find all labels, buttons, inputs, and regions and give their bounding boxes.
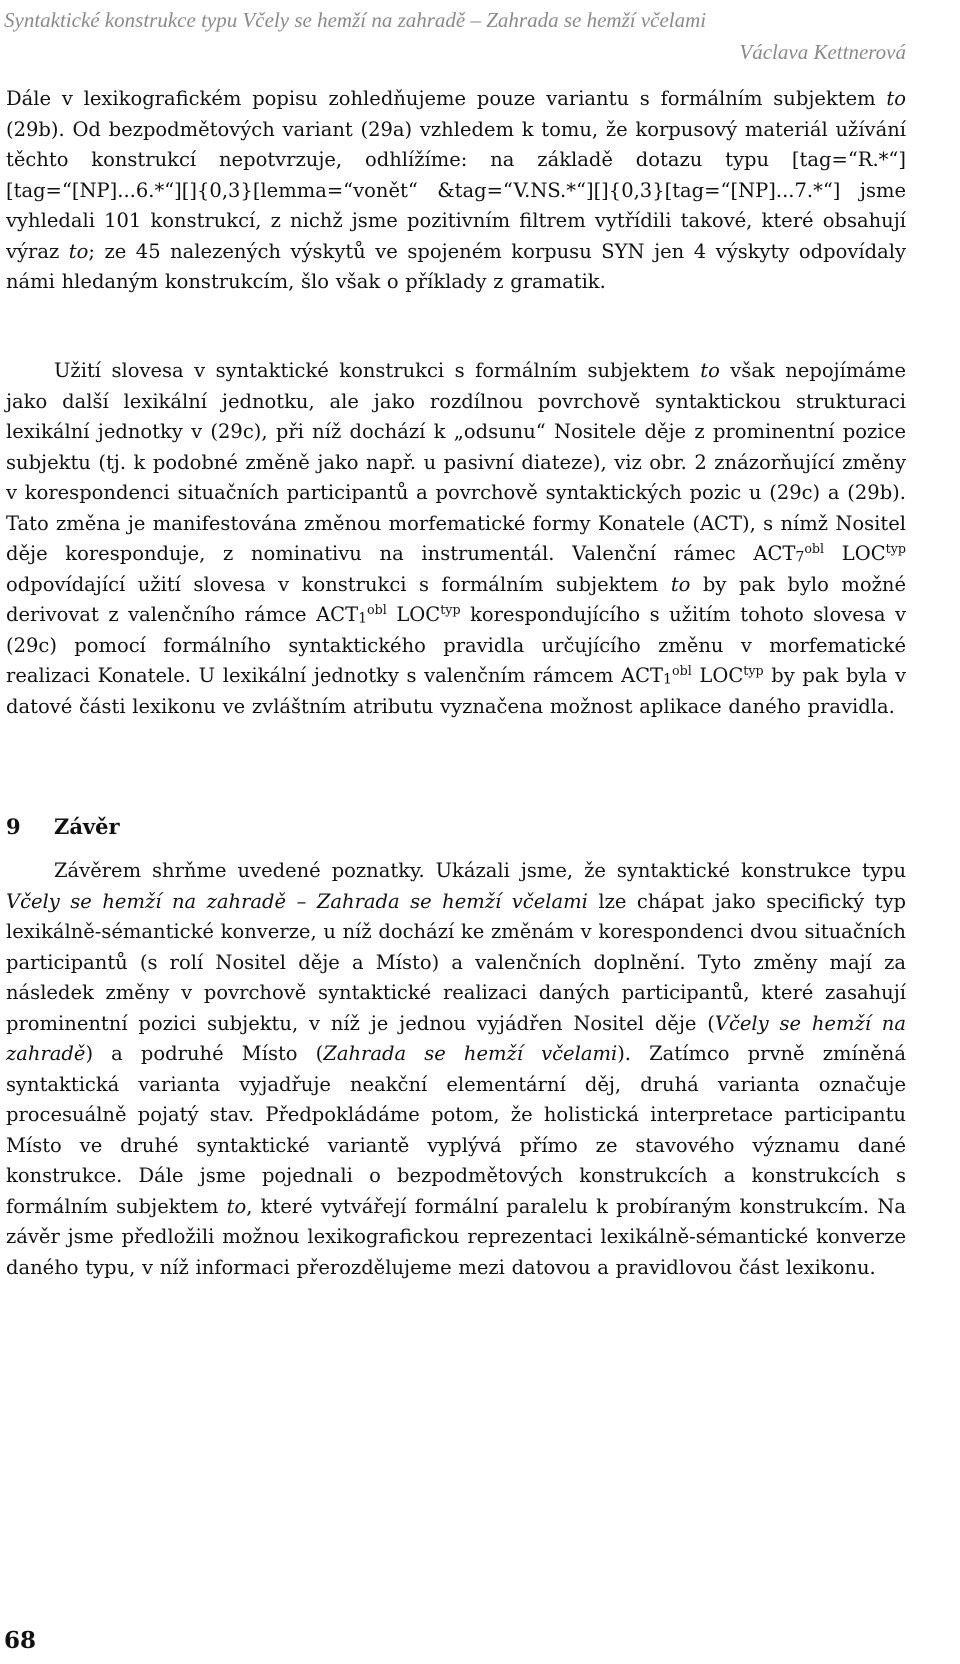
text-run: ; ze 45 nalezených výskytů ve spojeném korpusu SYN jen 4 výskyty odpovídaly námi hledaným konstrukcím, šlo však o příklady z gramatik. bbox=[6, 239, 906, 293]
text-run: Dále v lexikografickém popisu zohledňujeme pouze variantu s formálním subjektem bbox=[6, 87, 887, 110]
text-run: lze chápat jako specifický typ lexikálně-sémantické konverze, u níž dochází ke změnám v korespondenci dvou situačních participantů (s rolí Nositel děje a Místo) a valenčních doplnění. Tyto změny mají za následek změny v povrchově syntaktické realizaci daných participantů, které zasahují prominentní pozici subjektu, v níž je jednou vyjádřen Nositel děje ( bbox=[6, 889, 906, 1035]
paragraph-lexicographic-description bbox=[6, 84, 906, 298]
section-number: 9 bbox=[6, 814, 21, 839]
section-heading bbox=[6, 812, 120, 842]
italic-term: Zahrada se hemží včelami bbox=[323, 1042, 618, 1065]
superscript: typ bbox=[743, 663, 764, 679]
page-number: 68 bbox=[4, 1627, 37, 1654]
section-title: Závěr bbox=[54, 814, 120, 839]
paragraph-formal-subject bbox=[6, 356, 906, 722]
superscript: obl bbox=[671, 663, 692, 679]
text-run: (29b). Od bezpodmětových variant (29a) vzhledem k tomu, že korpusový materiál užívání těchto konstrukcí nepotvrzuje, odhlížíme: na základě dotazu typu [tag=“R.*“][tag=“[NP]...6.*“][]{0,3}[lemma=“vonět“ &tag=“V.NS.*“][]{0,3}[tag=“[NP]...7.*“] jsme vyhledali 101 konstrukcí, z nichž jsme pozitivním filtrem vytřídili takové, které obsahují výraz bbox=[6, 117, 906, 263]
running-header-author: Václava Kettnerová bbox=[739, 40, 906, 64]
text-run: však nepojímáme jako další lexikální jednotku, ale jako rozdílnou povrchově syntaktickou strukturaci lexikální jednotky v (29c), při níž dochází k „odsunu“ Nositele děje z prominentní pozice subjektu (tj. k podobné změně jako např. u pasivní diateze), viz obr. 2 znázorňující změny v korespondenci situačních participantů a povrchově syntaktických pozic u (29c) a (29b). Tato změna je manifestována změnou morfematické formy Konatele (ACT), s nímž Nositel děje koresponduje, z nominativu na instrumentál. Valenční rámec ACT bbox=[6, 359, 906, 565]
italic-term: to bbox=[226, 1194, 247, 1218]
superscript: typ bbox=[440, 602, 461, 618]
text-run: LOC bbox=[386, 603, 441, 626]
text-run: by pak bylo možné derivovat z valenčního rámce ACT bbox=[6, 572, 906, 626]
text-run: Užití slovesa v syntaktické konstrukci s formálním subjektem bbox=[54, 359, 701, 382]
superscript: typ bbox=[885, 541, 906, 557]
text-run: korespondujícího s užitím tohoto slovesa v (29c) pomocí formálního syntaktického pravidla určujícího změnu v morfematické realizaci Konatele. U lexikální jednotky s valenčním rámcem ACT bbox=[6, 603, 906, 687]
text-run: odpovídající užití slovesa v konstrukci s formálním subjektem bbox=[6, 572, 671, 596]
italic-term: to bbox=[68, 239, 89, 263]
subscript: 1 bbox=[663, 671, 672, 688]
italic-term: to bbox=[886, 87, 906, 110]
subscript: 1 bbox=[358, 610, 368, 627]
running-header-title: Syntaktické konstrukce typu Včely se hemží na zahradě – Zahrada se hemží včelami bbox=[4, 8, 707, 32]
text-run: ). Zatímco prvně zmíněná syntaktická varianta vyjadřuje neakční elementární děj, druhá varianta označuje procesuálně pojatý stav. Předpokládáme potom, že holistická interpretace participantu Místo ve druhé syntaktické variantě vyplývá přímo ze stavového významu dané konstrukce. Dále jsme pojednali o bezpodmětových konstrukcích a konstrukcích s formálním subjektem bbox=[6, 1042, 906, 1218]
text-run: LOC bbox=[691, 664, 744, 687]
italic-term: Včely se hemží na zahradě – Zahrada se hemží včelami bbox=[6, 889, 588, 913]
text-run: ) a podruhé Místo ( bbox=[85, 1042, 324, 1065]
text-run: , které vytvářejí formální paralelu k probíraným konstrukcím. Na závěr jsme předložili možnou lexikografickou reprezentaci lexikálně-sémantické konverze daného typu, v níž informaci přerozdělujeme mezi datovou a pravidlovou část lexikonu. bbox=[6, 1194, 906, 1279]
italic-term: to bbox=[670, 572, 691, 596]
text-run: Závěrem shrňme uvedené poznatky. Ukázali jsme, že syntaktické konstrukce typu bbox=[54, 859, 906, 882]
text-run: by pak byla v datové části lexikonu ve zvláštním atributu vyznačena možnost aplikace daného pravidla. bbox=[6, 664, 906, 718]
italic-term: Včely se hemží na zahradě bbox=[6, 1011, 906, 1065]
superscript: obl bbox=[367, 602, 387, 618]
text-run: LOC bbox=[824, 542, 886, 565]
paragraph-conclusion bbox=[6, 856, 906, 1283]
subscript: 7 bbox=[795, 549, 805, 566]
italic-term: to bbox=[700, 359, 720, 382]
superscript: obl bbox=[804, 541, 825, 557]
